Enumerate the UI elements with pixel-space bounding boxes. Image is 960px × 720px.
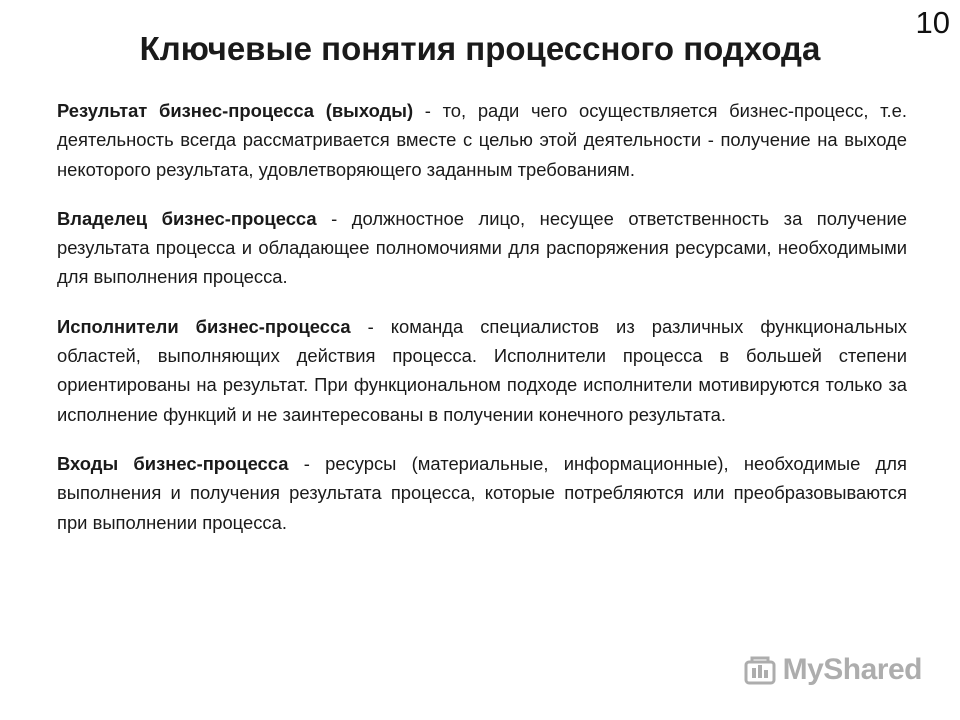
paragraph-result: [57, 96, 907, 184]
page-title: Ключевые понятия процессного подхода: [139, 30, 821, 67]
definition-performers: - команда специалистов из различных функциональных областей, выполняющих действия процесса. Исполнители процесса в большей степени ориентированы на результат. При функциональном подходе исполнители мотивируются только за исполнение функций и не заинтересованы в получении конечного результата.: [57, 315, 907, 425]
term-result: Результат бизнес-процесса (выходы): [57, 100, 414, 121]
definition-inputs: - ресурсы (материальные, информационные), необходимые для выполнения и получения результата процесса, которые потребляются или преобразовываются при выполнении процесса.: [57, 452, 907, 533]
mysahred-logo-icon: [743, 653, 777, 687]
paragraph-performers: [57, 312, 907, 429]
term-inputs: Входы бизнес-процесса: [57, 452, 289, 474]
term-performers: Исполнители бизнес-процесса: [57, 315, 351, 337]
term-owner: Владелец бизнес-процесса: [57, 207, 317, 229]
slide-content: [57, 96, 907, 557]
paragraph-owner: [57, 204, 907, 292]
definition-owner: - должностное лицо, несущее ответственность за получение результата процесса и обладающее полномочиями для распоряжения ресурсами, необходимыми для выполнения процесса.: [57, 207, 907, 288]
paragraph-inputs: [57, 449, 907, 537]
watermark: [743, 650, 922, 690]
watermark-text: MyShared: [782, 653, 922, 686]
slide-number: 10: [915, 5, 950, 40]
definition-result: - то, ради чего осуществляется бизнес-процесс, т.е. деятельность всегда рассматривается вместе с целью этой деятельности - получение на выходе некоторого результата, удовлетворяющего заданным требованиям.: [57, 100, 907, 180]
